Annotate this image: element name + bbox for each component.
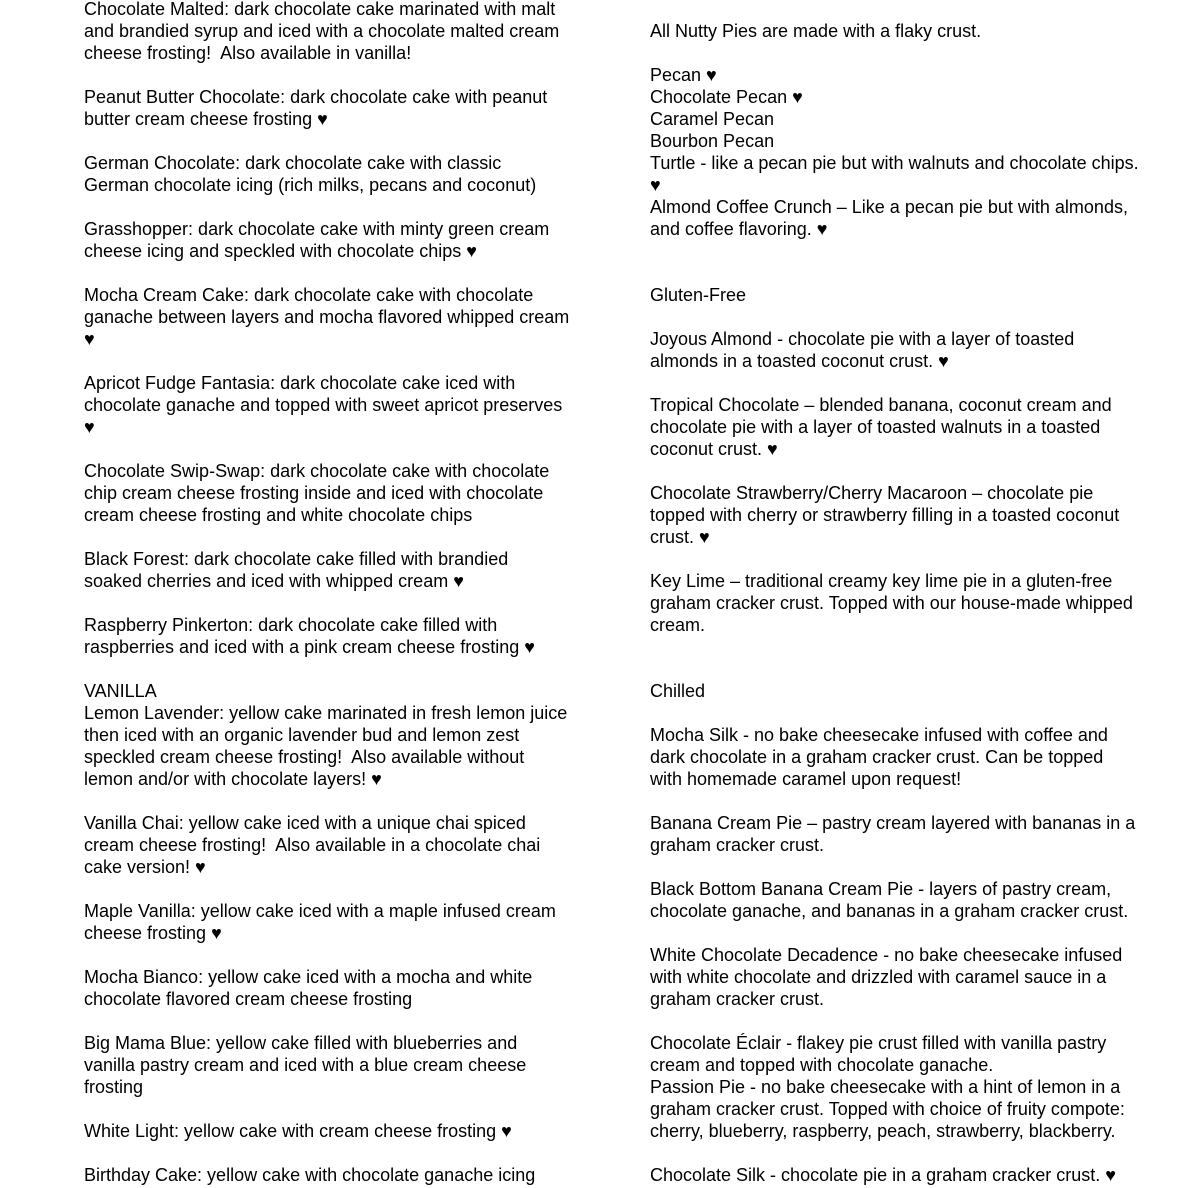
menu-item: Joyous Almond - chocolate pie with a layer of toasted almonds in a toasted coconut crust. ♥ [650,329,1080,371]
menu-item: Big Mama Blue: yellow cake filled with blueberries and vanilla pastry cream and iced with a blue cream cheese frosting [84,1033,532,1097]
menu-item: Chocolate Strawberry/Cherry Macaroon – chocolate pie topped with cherry or strawberry filling in a toasted coconut crust. ♥ [650,483,1125,547]
menu-item: Caramel Pecan [650,109,775,129]
menu-item: Vanilla Chai: yellow cake iced with a unique chai spiced cream cheese frosting! Also available in a chocolate chai cake version! ♥ [84,813,546,877]
menu-item: Turtle - like a pecan pie but with walnuts and chocolate chips. ♥ [650,153,1144,195]
menu-item: Mocha Bianco: yellow cake iced with a mocha and white chocolate flavored cream cheese frosting [84,967,538,1009]
menu-item: Chocolate Éclair - flakey pie crust filled with vanilla pastry cream and topped with chocolate ganache. [650,1033,1112,1075]
menu-item: Black Bottom Banana Cream Pie - layers of pastry cream, chocolate ganache, and bananas in a graham cracker crust. [650,879,1129,921]
menu-item: Mocha Cream Cake: dark chocolate cake with chocolate ganache between layers and mocha flavored whipped cream ♥ [84,285,575,349]
menu-item: Almond Coffee Crunch – Like a pecan pie but with almonds, and coffee flavoring. ♥ [650,197,1133,239]
menu-item: Peanut Butter Chocolate: dark chocolate cake with peanut butter cream cheese frosting ♥ [84,87,553,129]
menu-item: Maple Vanilla: yellow cake iced with a maple infused cream cheese frosting ♥ [84,901,561,943]
menu-item: Passion Pie - no bake cheesecake with a hint of lemon in a graham cracker crust. Topped with choice of fruity compote: cherry, blueberry, raspberry, peach, strawberry, blackberry. [650,1077,1130,1141]
menu-item: Pecan ♥ [650,65,717,85]
menu-item: Chocolate Malted: dark chocolate cake marinated with malt and brandied syrup and iced with a chocolate malted cream cheese frosting! Also available in vanilla! [84,0,565,63]
nutty-pies-intro: All Nutty Pies are made with a flaky crust. [650,21,982,41]
menu-item: Key Lime – traditional creamy key lime pie in a gluten-free graham cracker crust. Topped with our house-made whipped cream. [650,571,1138,635]
section-heading-vanilla: VANILLA [84,681,157,701]
menu-item: Chocolate Silk - chocolate pie in a graham cracker crust. ♥ [650,1165,1116,1185]
menu-item: Lemon Lavender: yellow cake marinated in fresh lemon juice then iced with an organic lavender bud and lemon zest speckled cream cheese frosting! Also available without lemon and/or with chocolate layers! ♥ [84,703,573,789]
menu-item: German Chocolate: dark chocolate cake with classic German chocolate icing (rich milks, pecans and coconut) [84,153,537,195]
menu-item: White Chocolate Decadence - no bake cheesecake infused with white chocolate and drizzled with caramel sauce in a graham cracker crust. [650,945,1128,1009]
menu-item: Chocolate Pecan ♥ [650,87,803,107]
menu-item: Mocha Silk - no bake cheesecake infused with coffee and dark chocolate in a graham cracker crust. Can be topped with homemade caramel upon request! [650,725,1113,789]
right-column [650,0,1144,1186]
menu-item: Apricot Fudge Fantasia: dark chocolate cake iced with chocolate ganache and topped with sweet apricot preserves ♥ [84,373,568,437]
menu-item: Bourbon Pecan [650,131,775,151]
menu-item: Grasshopper: dark chocolate cake with minty green cream cheese icing and speckled with chocolate chips ♥ [84,219,555,261]
menu-item: White Light: yellow cake with cream cheese frosting ♥ [84,1121,512,1141]
menu-item: Birthday Cake: yellow cake with chocolate ganache icing [84,1165,536,1185]
menu-item: Raspberry Pinkerton: dark chocolate cake filled with raspberries and iced with a pink cream cheese frosting ♥ [84,615,535,657]
left-column [84,0,575,1186]
section-heading-gluten-free: Gluten-Free [650,285,747,305]
menu-item: Chocolate Swip-Swap: dark chocolate cake with chocolate chip cream cheese frosting inside and iced with chocolate cream cheese frosting and white chocolate chips [84,461,555,525]
section-heading-chilled: Chilled [650,681,706,701]
menu-item: Black Forest: dark chocolate cake filled with brandied soaked cherries and iced with whipped cream ♥ [84,549,514,591]
menu-item: Tropical Chocolate – blended banana, coconut cream and chocolate pie with a layer of toasted walnuts in a toasted coconut crust. ♥ [650,395,1117,459]
menu-item: Banana Cream Pie – pastry cream layered with bananas in a graham cracker crust. [650,813,1141,855]
